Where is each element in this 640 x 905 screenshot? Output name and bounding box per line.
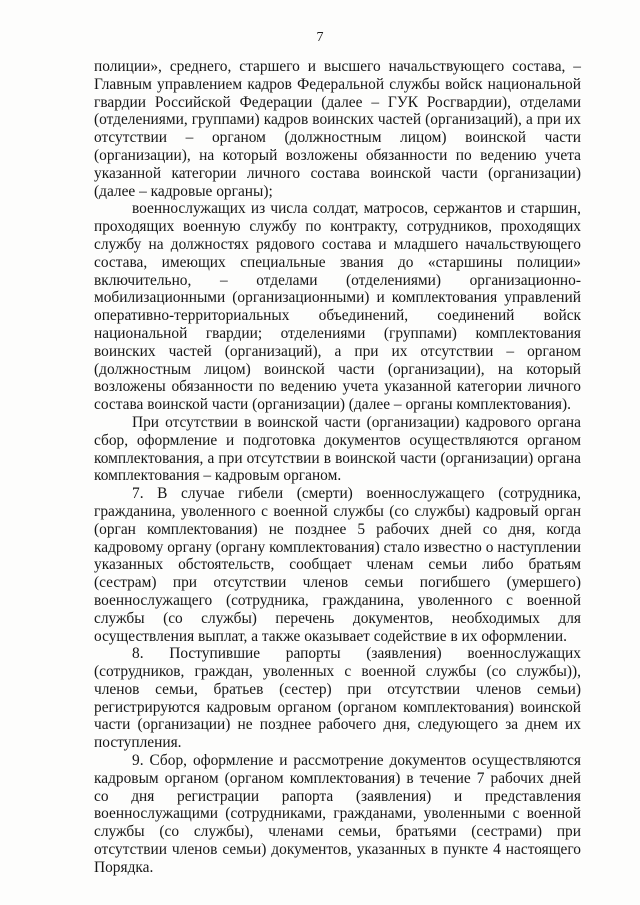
paragraph-absence-of-personnel-body: При отсутствии в воинской части (организации) кадрового органа сбор, оформление и подготовка документов осуществляются органом комплектования, а при отсутствии в воинской части (организации) органа комплектования – кадровым органом. — [94, 413, 581, 485]
document-body — [94, 58, 581, 877]
paragraph-item-9: 9. Сбор, оформление и рассмотрение документов осуществляются кадровым органом (органом комплектования) в течение 7 рабочих дней со дня регистрации рапорта (заявления) и представления военнослужащими (сотрудниками, гражданами, уволенными с военной службы (со службы), членами семьи, братьями (сестрами) при отсутствии членов семьи) документов, указанных в пункте 4 настоящего Порядка. — [94, 752, 581, 876]
paragraph-continuation: полиции», среднего, старшего и высшего начальствующего состава, – Главным управлением кадров Федеральной службы войск национальной гвардии Российской Федерации (далее – ГУК Росгвардии), отделами (отделениями, группами) кадров воинских частей (организаций), а при их отсутствии – органом (должностным лицом) воинской части (организации), на который возложены обязанности по ведению учета указанной категории личного состава воинской части (организации) (далее – кадровые органы); — [94, 58, 581, 200]
paragraph-enlisted-personnel: военнослужащих из числа солдат, матросов, сержантов и старшин, проходящих военную службу по контракту, сотрудников, проходящих службу на должностях рядового состава и младшего начальствующего состава, имеющих специальные звания до «старшины полиции» включительно, – отделами (отделениями) организационно-мобилизационными (организационными) и комплектования управлений оперативно-территориальных объединений, соединений войск национальной гвардии; отделениями (группами) комплектования воинских частей (организаций), а при их отсутствии – органом (должностным лицом) воинской части (организации), на который возложены обязанности по ведению учета указанной категории личного состава воинской части (организации) (далее – органы комплектования). — [94, 200, 581, 414]
paragraph-item-7: 7. В случае гибели (смерти) военнослужащего (сотрудника, гражданина, уволенного с военной службы (со службы) кадровый орган (орган комплектования) не позднее 5 рабочих дней со дня, когда кадровому органу (органу комплектования) стало известно о наступлении указанных обстоятельств, сообщает членам семьи либо братьям (сестрам) при отсутствии членов семьи погибшего (умершего) военнослужащего (сотрудника, гражданина, уволенного с военной службы (со службы) перечень документов, необходимых для осуществления выплат, а также оказывает содействие в их оформлении. — [94, 485, 581, 645]
paragraph-item-8: 8. Поступившие рапорты (заявления) военнослужащих (сотрудников, граждан, уволенных с военной службы (со службы)), членов семьи, братьев (сестер) при отсутствии членов семьи) регистрируются кадровым органом (органом комплектования) воинской части (организации) не позднее рабочего дня, следующего за днем их поступления. — [94, 645, 581, 752]
page-number: 7 — [316, 30, 324, 45]
